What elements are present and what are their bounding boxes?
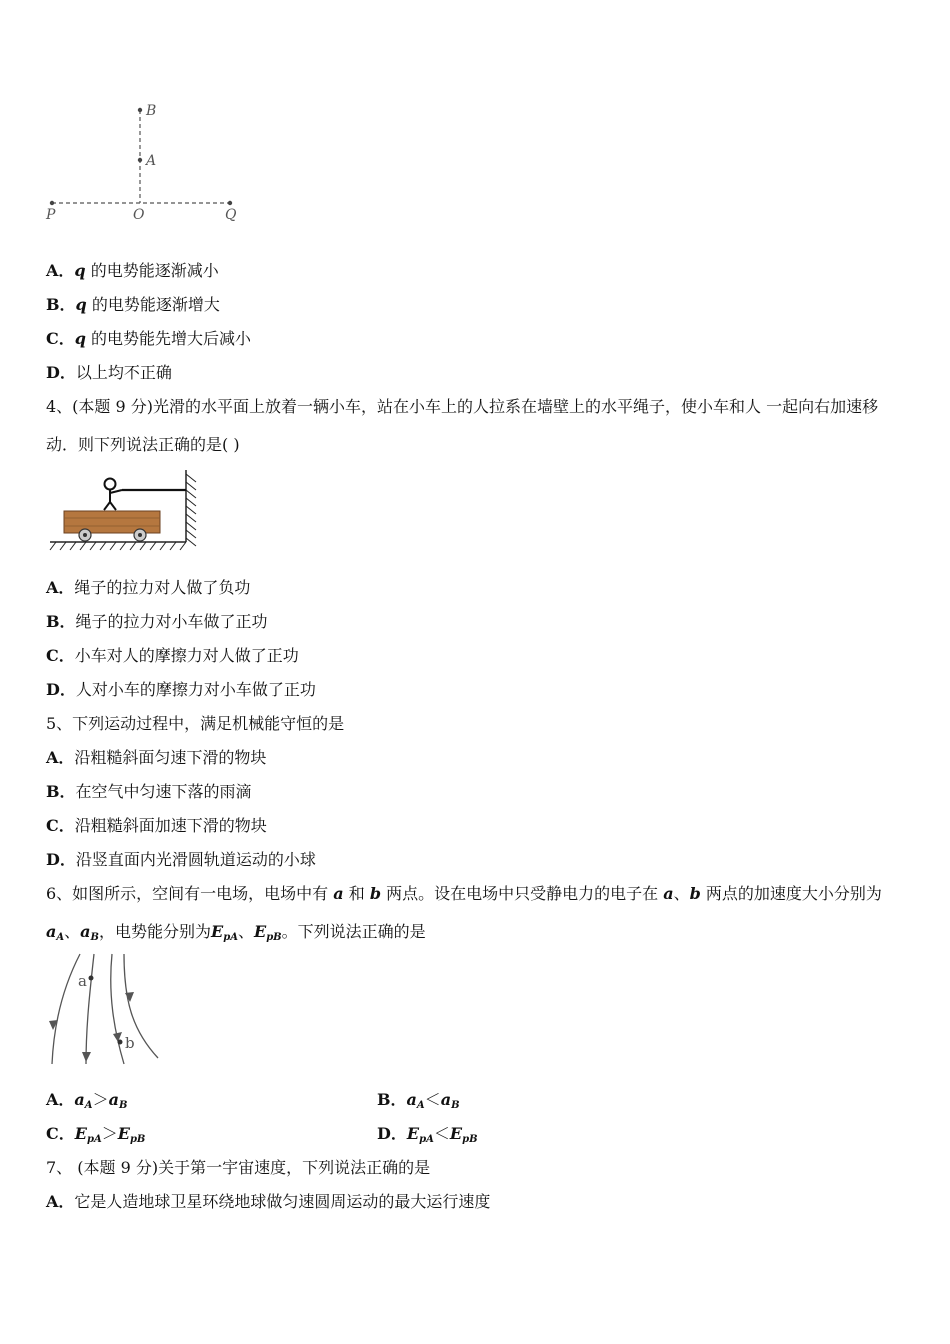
q3-option-d: D．以上均不正确 [46, 363, 172, 382]
point-a [89, 976, 94, 981]
q4-option-d: D．人对小车的摩擦力对小车做了正功 [46, 680, 316, 699]
q3-option-b: B．q 的电势能逐渐增大 [46, 295, 220, 314]
q5-option-a: A．沿粗糙斜面匀速下滑的物块 [46, 748, 267, 767]
figure-field-points [40, 95, 250, 230]
field-line-1 [52, 954, 80, 1064]
label-q: Q [225, 207, 237, 223]
q5-option-d: D．沿竖直面内光滑圆轨道运动的小球 [46, 850, 316, 869]
q7-stem: 7、 (本题 9 分)关于第一宇宙速度，下列说法正确的是 [46, 1158, 431, 1177]
label-o: O [133, 207, 145, 223]
q3-option-a: A．q 的电势能逐渐减小 [46, 261, 219, 280]
arrow-2 [82, 1052, 91, 1062]
q6-option-b: B．$a_A<a_B$ [377, 1090, 460, 1111]
label-a: a [78, 972, 87, 990]
point-b [118, 1040, 123, 1045]
q6-option-a: A．$a_A>a_B$ [46, 1090, 128, 1111]
q5-option-b: B．在空气中匀速下落的雨滴 [46, 782, 252, 801]
q5-stem: 5、下列运动过程中，满足机械能守恒的是 [46, 714, 345, 733]
q4-stem-line2: 动．则下列说法正确的是( ) [46, 435, 240, 454]
q4-option-a: A．绳子的拉力对人做了负功 [46, 578, 251, 597]
q6-stem-line2: $a_A$、$a_B$，电势能分别为$E_{pA}$、$E_{pB}$。下列说法正确的是 [46, 922, 426, 943]
figure-cart-person-wall [46, 466, 206, 556]
label-a: A [146, 153, 157, 169]
field-line-3 [111, 954, 124, 1064]
figure-field-lines [42, 950, 172, 1068]
q3-option-c: C．q 的电势能先增大后减小 [46, 329, 252, 348]
q4-option-c: C．小车对人的摩擦力对人做了正功 [46, 646, 299, 665]
wall-hatch [186, 474, 196, 546]
ground-hatch [50, 542, 186, 550]
q7-option-a: A．它是人造地球卫星环绕地球做匀速圆周运动的最大运行速度 [46, 1192, 491, 1211]
label-b: b [125, 1034, 135, 1052]
point-q [228, 201, 232, 205]
field-line-2 [86, 954, 94, 1064]
person-head [105, 479, 116, 490]
arrow-4 [125, 992, 134, 1002]
point-p [50, 201, 54, 205]
q6-stem-line1: 6、如图所示，空间有一电场，电场中有 a 和 b 两点。设在电场中只受静电力的电子在 a、b 两点的加速度大小分别为 [46, 884, 882, 903]
cart-body [64, 511, 160, 533]
q4-option-b: B．绳子的拉力对小车做了正功 [46, 612, 268, 631]
label-b: B [146, 103, 157, 119]
q5-option-c: C．沿粗糙斜面加速下滑的物块 [46, 816, 267, 835]
label-p: P [46, 207, 56, 223]
q4-stem-line1: 4、(本题 9 分)光滑的水平面上放着一辆小车，站在小车上的人拉系在墙壁上的水平绳子，使小车和人 一起向右加速移 [46, 397, 879, 416]
point-b [138, 108, 142, 112]
point-a [138, 158, 142, 162]
q6-option-d: D．$E_{pA}<E_{pB}$ [377, 1124, 478, 1145]
q6-option-c: C．$E_{pA}>E_{pB}$ [46, 1124, 146, 1145]
